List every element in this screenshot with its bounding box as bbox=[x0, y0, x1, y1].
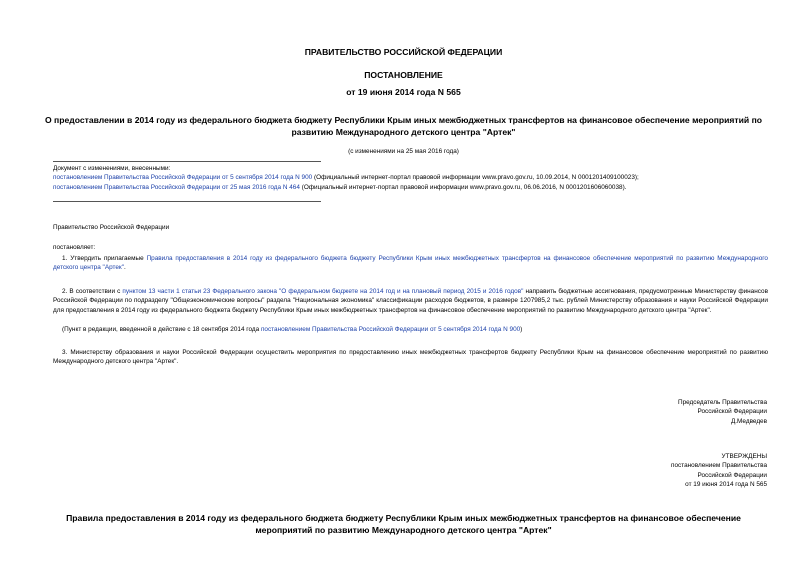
rules-title: Правила предоставления в 2014 году из федерального бюджета бюджету Республики Крым иных межбюджетных трансфертов на финансовое обеспечение мероприятий по развитию Международного детского центра "Артек" bbox=[66, 513, 741, 535]
paragraph-2 bbox=[53, 287, 768, 315]
p1-prefix: 1. Утвердить прилагаемые bbox=[62, 255, 147, 262]
signature-line-3: Д.Медведев bbox=[730, 417, 767, 425]
change-link-1[interactable]: постановлением Правительства Российской Федерации от 5 сентября 2014 года N 900 bbox=[53, 174, 313, 182]
change-item bbox=[53, 173, 773, 182]
paragraph-3: 3. Министерству образования и науки Российской Федерации осуществить мероприятия по предоставлению иных межбюджетных трансфертов бюджету Республики Крым на финансовое обеспечение мероприятий по развитию Международного детского центра "Артек". bbox=[53, 349, 768, 366]
approved-line-4: от 19 июня 2014 года N 565 bbox=[685, 480, 767, 488]
change-link-2[interactable]: постановлением Правительства Российской Федерации от 25 мая 2016 года N 464 bbox=[53, 183, 300, 191]
changes-block bbox=[53, 164, 773, 192]
p2-note-prefix: (Пункт в редакции, введенной в действие с 18 сентября 2014 года bbox=[62, 326, 261, 333]
change-text-2: (Официальный интернет-портал правовой информации www.pravo.gov.ru, 06.06.2016, N 0001201606060038). bbox=[299, 183, 627, 191]
government-heading: ПРАВИТЕЛЬСТВО РОССИЙСКОЙ ФЕДЕРАЦИИ bbox=[304, 47, 503, 57]
p1-rules-link[interactable]: Правила предоставления в 2014 году из федерального бюджета бюджету Республики Крым иных межбюджетных трансфертов на финансовое обеспечение мероприятий по развитию Международного детского центра "Артек" bbox=[53, 255, 768, 272]
document-title: О предоставлении в 2014 году из федерального бюджета бюджету Республики Крым иных межбюджетных трансфертов на финансовое обеспечение мероприятий по развитию Международного детского центра "Артек" bbox=[44, 115, 763, 137]
edits-note: (с изменениями на 25 мая 2016 года) bbox=[348, 148, 459, 155]
p2-suffix: направить бюджетные ассигнования, предусмотренные Министерству финансов Российской Федерации по подразделу "Общеэкономические вопросы" раздела "Национальная экономика" классификации расходов бюджетов, в размере 1207985,2 тыс. рублей Министерству образования и науки Российской Федерации для предоставления в 2014 году из федерального бюджета бюджету Республики Крым иных межбюджетных трансфертов на финансовое обеспечение мероприятий по развитию Международного детского центра "Артек". bbox=[53, 288, 768, 314]
approved-line-3: Российской Федерации bbox=[697, 471, 767, 479]
decrees-line: постановляет: bbox=[53, 244, 96, 251]
p2-note-link[interactable]: постановлением Правительства Российской Федерации от 5 сентября 2014 года N 900 bbox=[260, 326, 521, 333]
changes-intro: Документ с изменениями, внесенными: bbox=[53, 165, 171, 172]
signature-block bbox=[678, 398, 767, 426]
paragraph-2-note bbox=[53, 325, 768, 334]
signature-line-2: Российской Федерации bbox=[697, 408, 767, 416]
change-item bbox=[53, 183, 773, 192]
approved-block bbox=[671, 452, 767, 489]
p2-law-link[interactable]: пунктом 13 части 1 статьи 23 Федерального закона "О федеральном бюджете на 2014 год и на плановый период 2015 и 2016 годов" bbox=[122, 288, 524, 295]
change-text-1: (Официальный интернет-портал правовой информации www.pravo.gov.ru, 10.09.2014, N 0001201409100023); bbox=[312, 174, 639, 182]
approved-line-1: УТВЕРЖДЕНЫ bbox=[721, 453, 767, 460]
government-line: Правительство Российской Федерации bbox=[53, 224, 170, 231]
p2-note-suffix: ) bbox=[520, 326, 523, 333]
document-type-heading: ПОСТАНОВЛЕНИЕ bbox=[364, 70, 443, 80]
bottom-divider bbox=[53, 201, 321, 202]
approved-line-2: постановлением Правительства bbox=[671, 462, 767, 470]
paragraph-1 bbox=[53, 254, 768, 273]
signature-line-1: Председатель Правительства bbox=[678, 399, 767, 406]
top-divider bbox=[53, 161, 321, 162]
p1-suffix: . bbox=[123, 264, 126, 272]
document-date-number: от 19 июня 2014 года N 565 bbox=[346, 87, 461, 97]
p2-prefix: 2. В соответствии с bbox=[62, 288, 123, 295]
